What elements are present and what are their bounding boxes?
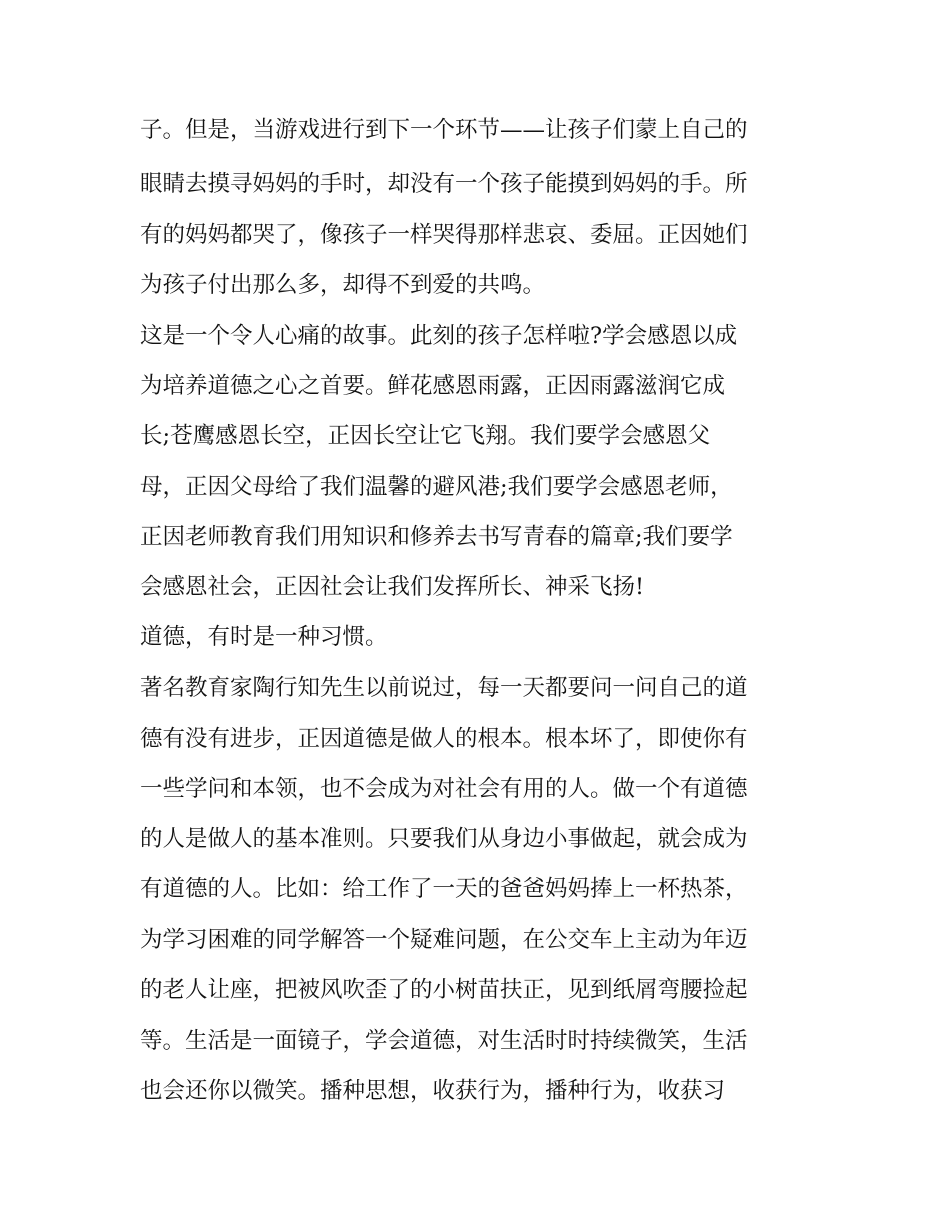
text-line: 著名教育家陶行知先生以前说过，每一天都要问一问自己的道 bbox=[140, 675, 748, 701]
text-line: 也会还你以微笑。播种思想，收获行为，播种行为，收获习 bbox=[140, 1078, 726, 1104]
text-line: 等。生活是一面镜子，学会道德，对生活时时持续微笑，生活 bbox=[140, 1028, 748, 1054]
text-line: 为学习困难的同学解答一个疑难问题，在公交车上主动为年迈 bbox=[140, 927, 748, 953]
text-line: 子。但是，当游戏进行到下一个环节——让孩子们蒙上自己的 bbox=[140, 117, 748, 143]
text-line: 这是一个令人心痛的故事。此刻的孩子怎样啦?学会感恩以成 bbox=[140, 323, 738, 349]
text-line: 道德，有时是一种习惯。 bbox=[140, 624, 388, 650]
text-line: 一些学问和本领，也不会成为对社会有用的人。做一个有道德 bbox=[140, 776, 748, 802]
text-line: 为孩子付出那么多，却得不到爱的共鸣。 bbox=[140, 272, 546, 298]
text-line: 长;苍鹰感恩长空，正因长空让它飞翔。我们要学会感恩父 bbox=[140, 423, 711, 449]
text-line: 有道德的人。比如：给工作了一天的爸爸妈妈捧上一杯热茶， bbox=[140, 876, 748, 902]
text-line: 眼睛去摸寻妈妈的手时，却没有一个孩子能摸到妈妈的手。所 bbox=[140, 171, 748, 197]
text-line: 为培养道德之心之首要。鲜花感恩雨露，正因雨露滋润它成 bbox=[140, 373, 726, 399]
text-line: 有的妈妈都哭了，像孩子一样哭得那样悲哀、委屈。正因她们 bbox=[140, 222, 748, 248]
text-line: 正因老师教育我们用知识和修养去书写青春的篇章;我们要学 bbox=[140, 524, 733, 550]
text-line: 的老人让座，把被风吹歪了的小树苗扶正，见到纸屑弯腰捡起 bbox=[140, 977, 748, 1003]
text-line: 的人是做人的基本准则。只要我们从身边小事做起，就会成为 bbox=[140, 826, 748, 852]
text-line: 德有没有进步，正因道德是做人的根本。根本坏了，即使你有 bbox=[140, 726, 748, 752]
text-line: 会感恩社会，正因社会让我们发挥所长、神采飞扬! bbox=[140, 574, 645, 600]
text-line: 母，正因父母给了我们温馨的避风港;我们要学会感恩老师， bbox=[140, 474, 733, 500]
